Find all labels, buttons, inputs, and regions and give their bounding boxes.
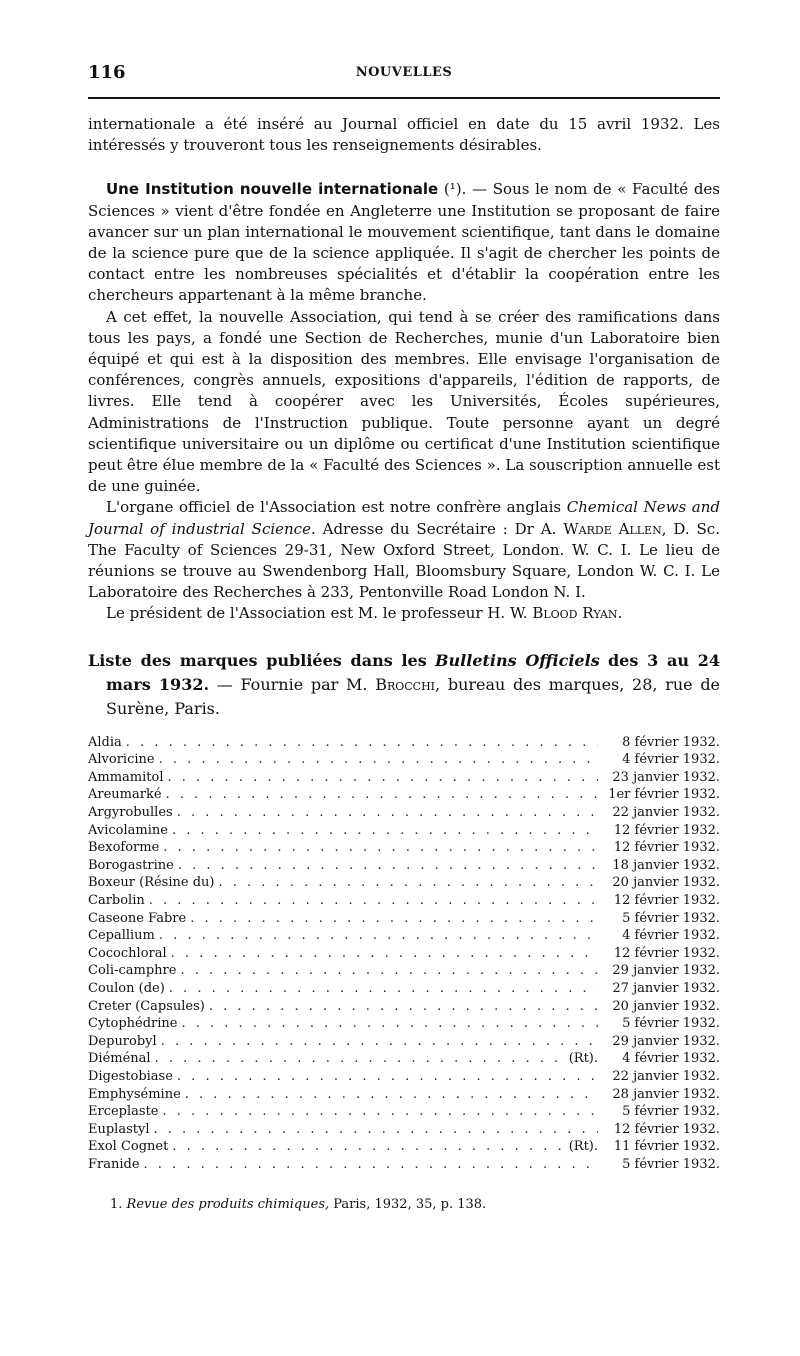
list-item (88, 787, 720, 805)
dot-leader (209, 999, 598, 1014)
trademark-date: 23 janvier 1932. (612, 769, 720, 785)
footnote-marker: 1. (110, 1196, 123, 1212)
trademark-date: 5 février 1932. (622, 1156, 720, 1172)
article-paragraph-3 (88, 497, 720, 603)
list-item (88, 1122, 720, 1140)
p4-text: Le président de l'Association est M. le professeur H. W. (106, 604, 528, 623)
trademark-name: Bexoforme (88, 840, 160, 856)
list-item (88, 893, 720, 911)
list-item (88, 981, 720, 999)
trademark-date: 11 février 1932. (613, 1139, 720, 1155)
dot-leader (166, 787, 598, 802)
list-item (88, 1016, 720, 1034)
trademark-tag: (Rt). (568, 1139, 598, 1155)
list-heading (88, 649, 720, 721)
trademark-date: 22 janvier 1932. (612, 1068, 720, 1084)
trademark-date: 5 février 1932. (622, 910, 720, 926)
trademark-date: 29 janvier 1932. (612, 963, 720, 979)
article-paragraph-1 (88, 179, 720, 306)
trademark-tag: (Rt). (568, 1051, 598, 1067)
footnote-title: Revue des produits chimiques, (126, 1196, 330, 1212)
trademark-date: 29 janvier 1932. (612, 1033, 720, 1049)
trademark-name: Depurobyl (88, 1033, 157, 1049)
list-item (88, 999, 720, 1017)
list-heading-italic: Bulletins Officiels (435, 650, 600, 670)
list-item (88, 1087, 720, 1105)
dot-leader (177, 1069, 598, 1084)
header-rule (88, 97, 720, 99)
list-item (88, 1139, 720, 1157)
list-item (88, 875, 720, 893)
trademark-name: Digestobiase (88, 1068, 173, 1084)
p3-text-b: Adresse du Secrétaire : Dr A. (322, 519, 557, 538)
trademark-date: 18 janvier 1932. (612, 857, 720, 873)
trademark-name: Cytophédrine (88, 1016, 178, 1032)
list-item (88, 1157, 720, 1175)
trademark-name: Diéménal (88, 1051, 151, 1067)
trademark-date: 20 janvier 1932. (612, 875, 720, 891)
dot-leader (159, 928, 598, 943)
dot-leader (168, 770, 599, 785)
dot-leader (163, 1104, 599, 1119)
article-p1-text: — Sous le nom de « Faculté des Sciences » vient d'être fondée en Angleterre une Institution se proposant de faire avancer sur un plan international le mouvement scientifique, tant dans le domaine de la science pure que de la science appliquée. Il s'agit de chercher les points de contact entre les nombreuses spécialités et d'établir la coopération entre les chercheurs appartenant à la même branche. (88, 180, 721, 305)
dot-leader (126, 735, 598, 750)
trademark-name: Aldia (88, 734, 122, 750)
trademark-name: Ammamitol (88, 769, 164, 785)
trademark-date: 22 janvier 1932. (612, 805, 720, 821)
dot-leader (218, 875, 598, 890)
trademark-list (88, 735, 720, 1175)
trademark-date: 4 février 1932. (622, 928, 720, 944)
dot-leader (159, 752, 598, 767)
list-item (88, 1069, 720, 1087)
trademark-date: 1er février 1932. (608, 787, 720, 803)
trademark-name: Alvoricine (88, 752, 155, 768)
trademark-date: 12 février 1932. (613, 840, 720, 856)
running-title: NOUVELLES (355, 65, 453, 80)
trademark-name: Carbolin (88, 893, 145, 909)
footnote-rest: Paris, 1932, 35, p. 138. (333, 1196, 487, 1212)
list-item (88, 1051, 720, 1069)
page-number: 116 (88, 62, 126, 83)
dot-leader (155, 1051, 565, 1066)
trademark-date: 5 février 1932. (622, 1016, 720, 1032)
trademark-date: 12 février 1932. (613, 893, 720, 909)
dot-leader (180, 963, 598, 978)
trademark-date: 28 janvier 1932. (612, 1086, 720, 1102)
list-item (88, 1104, 720, 1122)
list-item (88, 735, 720, 753)
trademark-name: Emphysémine (88, 1086, 181, 1102)
list-item (88, 858, 720, 876)
list-item (88, 1034, 720, 1052)
trademark-date: 4 février 1932. (622, 1051, 720, 1067)
trademark-name: Cepallium (88, 928, 155, 944)
trademark-date: 12 février 1932. (613, 1121, 720, 1137)
trademark-date: 20 janvier 1932. (612, 998, 720, 1014)
dot-leader (169, 981, 598, 996)
dot-leader (185, 1087, 598, 1102)
trademark-name: Cocochloral (88, 945, 167, 961)
dot-leader (178, 858, 598, 873)
page-header (88, 62, 720, 90)
trademark-name: Creter (Capsules) (88, 998, 205, 1014)
intro-fragment: internationale a été inséré au Journal officiel en date du 15 avril 1932. Les intéressés y trouveront tous les renseignements désirables. (88, 115, 720, 155)
trademark-name: Avicolamine (88, 822, 168, 838)
list-item (88, 770, 720, 788)
dot-leader (163, 840, 598, 855)
list-item (88, 946, 720, 964)
trademark-name: Argyrobulles (88, 805, 173, 821)
footnote (88, 1197, 720, 1212)
trademark-name: Areumarké (88, 787, 162, 803)
secretary-name: Warde Allen, (563, 519, 667, 538)
trademark-name: Coli-camphre (88, 963, 177, 979)
trademark-name: Boxeur (Résine du) (88, 875, 215, 891)
page-body (88, 114, 720, 1212)
president-name: Blood Ryan. (532, 604, 623, 623)
trademark-name: Franide (88, 1156, 140, 1172)
trademark-date: 12 février 1932. (613, 945, 720, 961)
list-source-b: bureau des marques, 28, rue de Surène, Paris. (106, 674, 721, 718)
trademark-date: 5 février 1932. (622, 1104, 720, 1120)
journal-title: Chemical News and Journal of industrial Science. (88, 498, 720, 538)
trademark-date: 27 janvier 1932. (612, 980, 720, 996)
trademark-name: Exol Cognet (88, 1139, 169, 1155)
trademark-date: 12 février 1932. (613, 822, 720, 838)
trademark-date: 4 février 1932. (622, 752, 720, 768)
dot-leader (182, 1016, 599, 1031)
list-item (88, 911, 720, 929)
dot-leader (161, 1034, 598, 1049)
list-item (88, 752, 720, 770)
article-heading: Une Institution nouvelle internationale (106, 180, 439, 199)
dot-leader (149, 893, 598, 908)
trademark-name: Erceplaste (88, 1104, 159, 1120)
list-item (88, 963, 720, 981)
list-item (88, 928, 720, 946)
dot-leader (190, 911, 598, 926)
dot-leader (171, 946, 598, 961)
trademark-date: 8 février 1932. (622, 734, 720, 750)
list-heading-a: Liste des marques publiées dans les (88, 650, 427, 670)
list-source-name: Brocchi, (375, 674, 441, 694)
list-source-a: — Fournie par M. (216, 674, 368, 694)
trademark-name: Coulon (de) (88, 980, 165, 996)
trademark-name: Euplastyl (88, 1121, 150, 1137)
trademark-name: Borogastrine (88, 857, 174, 873)
dot-leader (154, 1122, 599, 1137)
article-paragraph-2: A cet effet, la nouvelle Association, qui tend à se créer des ramifications dans tous les pays, a fondé une Section de Recherches, munie d'un Laboratoire bien équipé et qui est à la disposition des membres. Elle envisage l'organisation de conférences, congrès annuels, expositions d'appareils, l'édition de rapports, de livres. Elle tend à coopérer avec les Universités, Écoles supérieures, Administrations de l'Instruction publique. Toute personne ayant un degré scientifique universitaire ou un diplôme ou certificat d'une Institution scientifique peut être élue membre de la « Faculté des Sciences ». La souscription annuelle est de une guinée. (88, 307, 721, 496)
dot-leader (172, 823, 598, 838)
dot-leader (177, 805, 598, 820)
article-paragraph-4 (88, 603, 720, 624)
dot-leader (144, 1157, 598, 1172)
list-heading-b: des 3 au 24 mars 1932. (106, 650, 720, 694)
trademark-name: Caseone Fabre (88, 910, 187, 926)
list-item (88, 805, 720, 823)
footnote-ref: (¹). (443, 180, 467, 199)
list-item (88, 840, 720, 858)
list-item (88, 823, 720, 841)
p3-text-a: L'organe officiel de l'Association est notre confrère anglais (106, 498, 562, 517)
p3-text-c: D. Sc. The Faculty of Sciences 29-31, New Oxford Street, London. W. C. I. Le lieu de réunions se trouve au Swendenborg Hall, Bloomsbury Square, London W. C. I. Le Laboratoire des Recherches à 233, Pentonville Road London N. I. (88, 519, 720, 602)
dot-leader (172, 1139, 564, 1154)
